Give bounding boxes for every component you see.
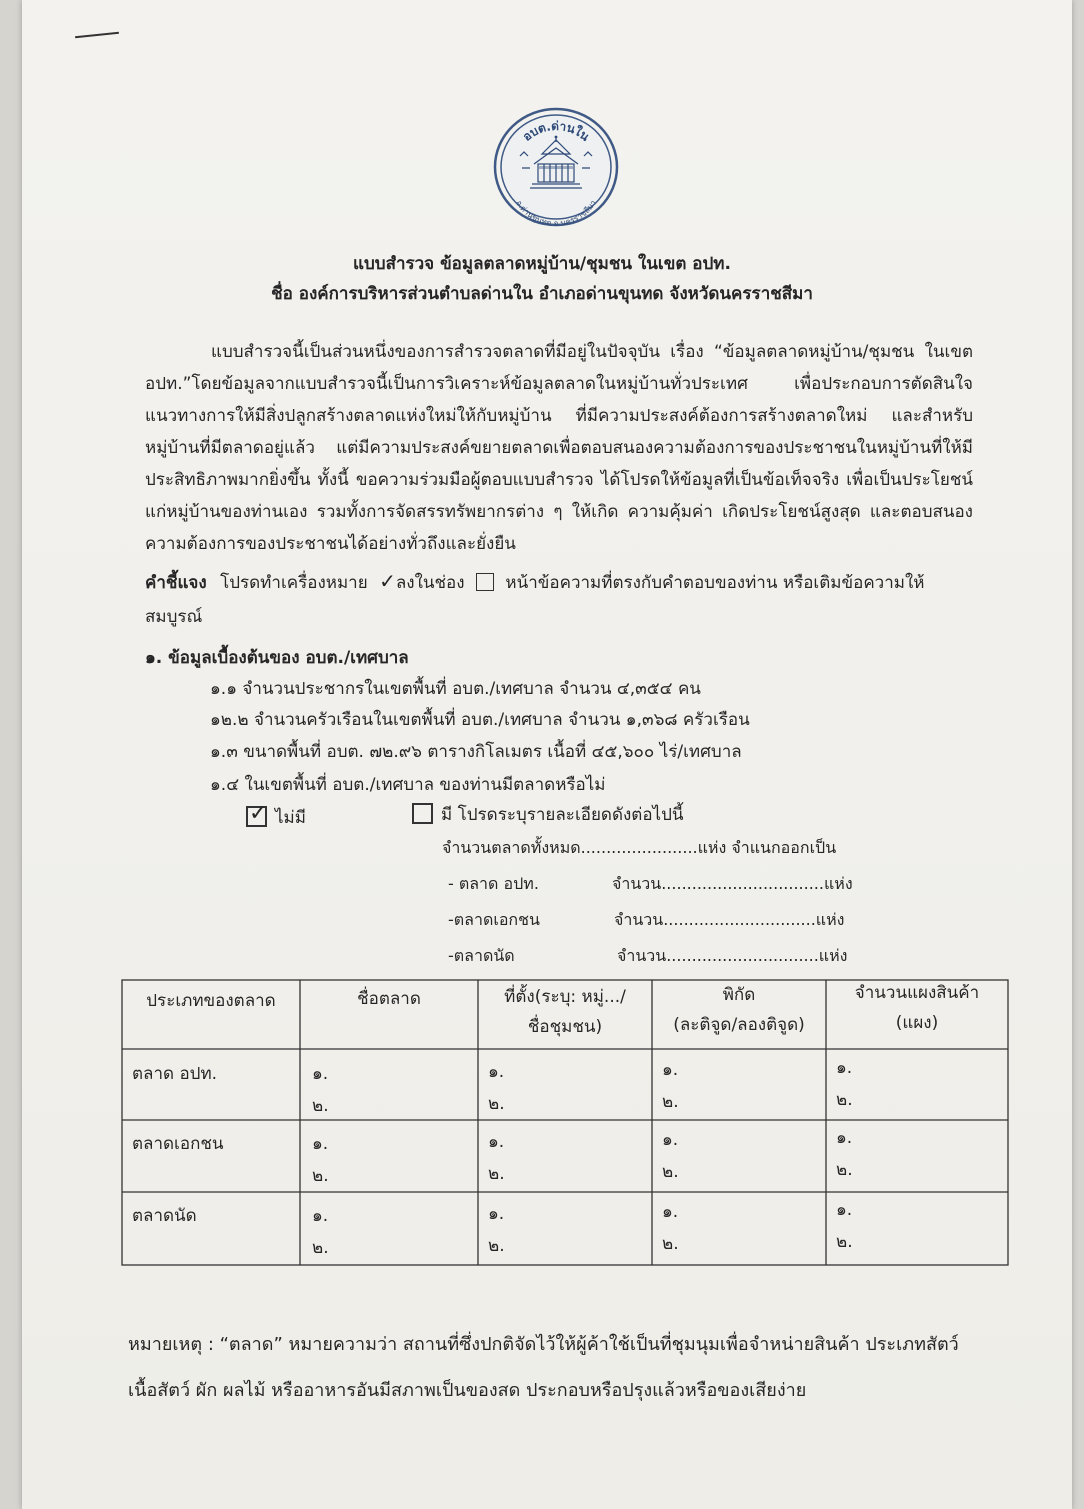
header-market-name: ชื่อตลาด [357,989,421,1009]
checked-checkbox[interactable] [246,801,268,827]
checkmark-icon: ✓ [379,569,396,593]
option-none [246,801,306,831]
instructions [145,564,973,634]
table-cell: ๑. [662,1060,679,1080]
area-item: ๑.๓ ขนาดพื้นที่ อบต. ๗๒.๙๖ ตารางกิโลเมตร เนื้อที่ ๔๕,๖๐๐ ไร่/เทศบาล [210,742,742,762]
table-cell: ๒. [662,1092,679,1112]
form-title: แบบสำรวจ ข้อมูลตลาดหมู่บ้าน/ชุมชน ในเขต อปท. [353,254,731,274]
table-cell: ๑. [836,1128,853,1148]
instructions-part1: โปรดทำเครื่องหมาย [220,573,368,593]
total-markets-line: จำนวนตลาดทั้งหมด.......................แห่ง จำแนกออกเป็น [442,838,837,857]
seal-bottom-text: อ.ด่านขุนทด จ.นครราชสีมา [514,198,598,228]
empty-checkbox[interactable] [412,803,433,824]
table-cell: ๒. [836,1090,853,1110]
table-cell: ๑. [312,1134,329,1154]
header-location: ที่ตั้ง(ระบุ: หมู่.../ ชื่อชุมชน) [504,987,626,1037]
market-type-flea: -ตลาดนัด [448,946,515,965]
option-has-label: มี โปรดระบุรายละเอียดดังต่อไปนี้ [441,805,684,825]
seal-top-text: อบต.ด่านใน [519,118,592,144]
market-type-private: -ตลาดเอกชน [448,910,540,929]
table-cell: ๑. [836,1200,853,1220]
table-cell: ๑. [312,1206,329,1226]
header-stall-count: จำนวนแผงสินค้า (แผง) [854,983,980,1033]
row-type-private: ตลาดเอกชน [132,1134,224,1154]
table-cell: ๑. [488,1204,505,1224]
footnote: หมายเหตุ : “ตลาด” หมายความว่า สถานที่ซึ่งปกติจัดไว้ให้ผู้ค้าใช้เป็นที่ชุมนุมเพื่อจำหน่ายสินค้า ประเภทสัตว์ เนื้อสัตว์ ผัก ผลไม้ หรืออาหารอันมีสภาพเป็นของสด ประกอบหรือปรุงแล้วหรือของเสียง่าย [128,1334,959,1401]
table-cell: ๑. [662,1130,679,1150]
table-cell: ๒. [836,1160,853,1180]
table-cell: ๒. [662,1234,679,1254]
market-type-local: - ตลาด อปท. [448,874,539,893]
instructions-part3: หน้าข้อความที่ตรงกับคำตอบของท่าน หรือเติมข้อความให้สมบูรณ์ [145,573,925,627]
table-cell: ๑. [488,1132,505,1152]
table-cell: ๒. [488,1236,505,1256]
intro-paragraph [145,336,973,560]
market-count-private: จำนวน..............................แห่ง [614,910,845,929]
header-coordinates: พิกัด (ละติจูด/ลองติจูด) [673,985,805,1035]
table-cell: ๒. [312,1238,329,1258]
market-count-local: จำนวน................................แห่ง [612,874,853,893]
table-cell: ๒. [312,1166,329,1186]
table-cell: ๑. [312,1064,329,1084]
organization-name: ชื่อ องค์การบริหารส่วนตำบลด่านใน อำเภอด่านขุนทด จังหวัดนครราชสีมา [271,284,813,304]
table-cell: ๒. [488,1094,505,1114]
instructions-part2: ลงในช่อง [395,573,465,593]
market-table [118,970,1010,1266]
instructions-label: คำชี้แจง [145,573,207,593]
table-cell: ๒. [662,1162,679,1182]
table-cell: ๑. [488,1062,505,1082]
table-cell: ๒. [836,1232,853,1252]
organization-seal [492,106,620,228]
market-question: ๑.๔ ในเขตพื้นที่ อบต./เทศบาล ของท่านมีตลาดหรือไม่ [210,775,606,795]
option-none-label: ไม่มี [275,808,306,828]
empty-checkbox-icon [476,573,494,591]
table-cell: ๒. [312,1096,329,1116]
households-item: ๑๒.๒ จำนวนครัวเรือนในเขตพื้นที่ อบต./เทศบาล จำนวน ๑,๓๖๘ ครัวเรือน [210,710,750,730]
option-has [412,801,684,828]
table-cell: ๑. [836,1058,853,1078]
population-item: ๑.๑ จำนวนประชากรในเขตพื้นที่ อบต./เทศบาล จำนวน ๔,๓๕๔ คน [210,679,701,699]
table-cell: ๒. [488,1164,505,1184]
row-type-flea: ตลาดนัด [132,1206,197,1226]
checkmark-icon: ✓ [249,801,268,826]
header-market-type: ประเภทของตลาด [146,991,276,1011]
intro-text: แบบสำรวจนี้เป็นส่วนหนึ่งของการสำรวจตลาดที่มีอยู่ในปัจจุบัน เรื่อง “ข้อมูลตลาดหมู่บ้าน/ชุมชน ในเขต อปท.”โดยข้อมูลจากแบบสำรวจนี้เป็นการวิเคราะห์ข้อมูลตลาดในหมู่บ้านทั่วประเทศ เพื่อประกอบการตัดสินใจแนวทางการให้มีสิ่งปลูกสร้างตลาดแห่งใหม่ให้กับหมู่บ้าน ที่มีความประสงค์ต้องการสร้างตลาดใหม่ และสำหรับหมู่บ้านที่มีตลาดอยู่แล้ว แต่มีความประสงค์ขยายตลาดเพื่อตอบสนองความต้องการของประชาชนในหมู่บ้านที่ให้มีประสิทธิภาพมากยิ่งขึ้น ทั้งนี้ ขอความร่วมมือผู้ตอบแบบสำรวจ ได้โปรดให้ข้อมูลที่เป็นข้อเท็จจริง เพื่อเป็นประโยชน์แก่หมู่บ้านของท่านเอง รวมทั้งการจัดสรรทรัพยากรต่าง ๆ ให้เกิด ความคุ้มค่า เกิดประโยชน์สูงสุด และตอบสนองความต้องการของประชาชนได้อย่างทั่วถึงและยั่งยืน [145,342,973,554]
section1-heading: ๑. ข้อมูลเบื้องต้นของ อบต./เทศบาล [145,648,409,668]
market-count-flea: จำนวน..............................แห่ง [617,946,848,965]
row-type-local: ตลาด อปท. [132,1064,218,1084]
table-cell: ๑. [662,1202,679,1222]
